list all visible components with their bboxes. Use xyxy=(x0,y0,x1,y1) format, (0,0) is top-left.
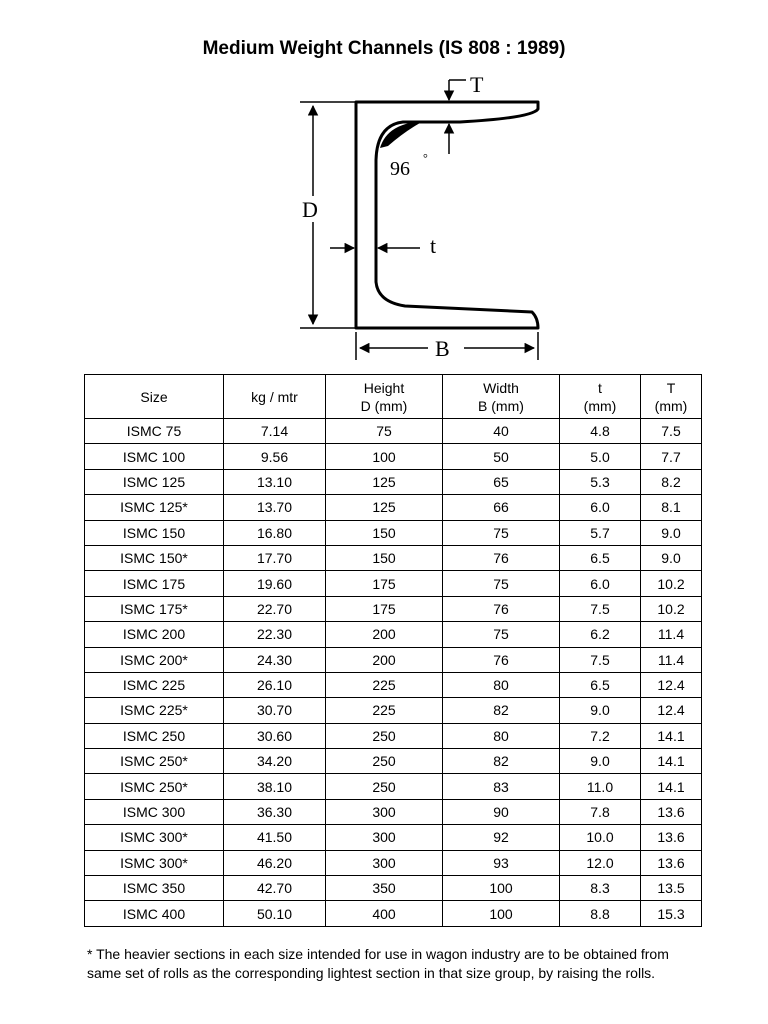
cell-flange-thickness: 12.4 xyxy=(641,672,702,697)
label-D: D xyxy=(302,197,318,222)
column-header-line2: B (mm) xyxy=(478,397,524,414)
cell-width: 75 xyxy=(443,520,560,545)
table-row xyxy=(85,876,702,901)
cell-flange-thickness: 8.2 xyxy=(641,469,702,494)
cell-web-thickness: 8.8 xyxy=(560,901,641,926)
cell-flange-thickness: 13.6 xyxy=(641,850,702,875)
cell-flange-thickness: 9.0 xyxy=(641,520,702,545)
column-header-line1: Height xyxy=(363,379,405,396)
label-t: t xyxy=(430,233,437,258)
cell-flange-thickness: 14.1 xyxy=(641,749,702,774)
cell-kg-per-mtr: 46.20 xyxy=(224,850,326,875)
cell-size: ISMC 125* xyxy=(85,495,224,520)
cell-web-thickness: 6.5 xyxy=(560,672,641,697)
channel-spec-table xyxy=(84,374,702,927)
column-header-size xyxy=(85,375,224,419)
cell-kg-per-mtr: 34.20 xyxy=(224,749,326,774)
column-header-height xyxy=(326,375,443,419)
table-row xyxy=(85,444,702,469)
cell-width: 76 xyxy=(443,545,560,570)
cell-height: 175 xyxy=(326,596,443,621)
cell-kg-per-mtr: 24.30 xyxy=(224,647,326,672)
page-title: Medium Weight Channels (IS 808 : 1989) xyxy=(202,38,566,59)
table-row xyxy=(85,419,702,444)
cell-size: ISMC 175 xyxy=(85,571,224,596)
cell-size: ISMC 300* xyxy=(85,825,224,850)
cell-size: ISMC 150 xyxy=(85,520,224,545)
cell-size: ISMC 75 xyxy=(85,419,224,444)
cell-width: 50 xyxy=(443,444,560,469)
cell-web-thickness: 10.0 xyxy=(560,825,641,850)
cell-web-thickness: 7.2 xyxy=(560,723,641,748)
cell-width: 66 xyxy=(443,495,560,520)
table-row xyxy=(85,901,702,926)
cell-flange-thickness: 13.6 xyxy=(641,825,702,850)
channel-outline xyxy=(356,102,538,328)
cell-size: ISMC 100 xyxy=(85,444,224,469)
cell-size: ISMC 300 xyxy=(85,799,224,824)
cell-kg-per-mtr: 13.70 xyxy=(224,495,326,520)
cell-size: ISMC 200* xyxy=(85,647,224,672)
cell-height: 300 xyxy=(326,850,443,875)
cell-web-thickness: 7.5 xyxy=(560,596,641,621)
cell-width: 100 xyxy=(443,876,560,901)
table-row xyxy=(85,698,702,723)
cell-height: 200 xyxy=(326,647,443,672)
cell-width: 75 xyxy=(443,571,560,596)
cell-flange-thickness: 9.0 xyxy=(641,545,702,570)
cell-height: 175 xyxy=(326,571,443,596)
table-body xyxy=(85,419,702,927)
cell-flange-thickness: 12.4 xyxy=(641,698,702,723)
column-header-line2: (mm) xyxy=(654,397,688,414)
cell-size: ISMC 400 xyxy=(85,901,224,926)
cell-flange-thickness: 13.5 xyxy=(641,876,702,901)
cell-height: 100 xyxy=(326,444,443,469)
cell-kg-per-mtr: 19.60 xyxy=(224,571,326,596)
cell-size: ISMC 150* xyxy=(85,545,224,570)
cell-size: ISMC 300* xyxy=(85,850,224,875)
cell-width: 82 xyxy=(443,749,560,774)
column-header-line1: T xyxy=(666,379,676,396)
cell-kg-per-mtr: 13.10 xyxy=(224,469,326,494)
cell-width: 93 xyxy=(443,850,560,875)
fillet-hatch xyxy=(380,123,420,148)
cell-width: 100 xyxy=(443,901,560,926)
cell-web-thickness: 5.7 xyxy=(560,520,641,545)
cell-web-thickness: 12.0 xyxy=(560,850,641,875)
cell-web-thickness: 5.0 xyxy=(560,444,641,469)
cell-web-thickness: 7.5 xyxy=(560,647,641,672)
column-header-kg-per-mtr xyxy=(224,375,326,419)
table-row xyxy=(85,647,702,672)
table-row xyxy=(85,672,702,697)
footnote: * The heavier sections in each size intended for use in wagon industry are to be obtained from same set of rolls as the corresponding lightest section in that size group, by raising the rolls. xyxy=(87,946,669,981)
cell-web-thickness: 9.0 xyxy=(560,749,641,774)
cell-web-thickness: 6.5 xyxy=(560,545,641,570)
table-row xyxy=(85,469,702,494)
cell-flange-thickness: 7.7 xyxy=(641,444,702,469)
column-header-web-thickness xyxy=(560,375,641,419)
table-row xyxy=(85,825,702,850)
table-row xyxy=(85,571,702,596)
cell-width: 92 xyxy=(443,825,560,850)
cell-flange-thickness: 14.1 xyxy=(641,723,702,748)
cell-size: ISMC 225* xyxy=(85,698,224,723)
cell-flange-thickness: 13.6 xyxy=(641,799,702,824)
table-row xyxy=(85,850,702,875)
cell-height: 150 xyxy=(326,545,443,570)
column-header-line1: kg / mtr xyxy=(251,388,298,405)
cell-size: ISMC 250* xyxy=(85,749,224,774)
cell-height: 125 xyxy=(326,495,443,520)
cell-height: 75 xyxy=(326,419,443,444)
cell-height: 300 xyxy=(326,825,443,850)
cell-height: 250 xyxy=(326,774,443,799)
cell-size: ISMC 250* xyxy=(85,774,224,799)
cell-kg-per-mtr: 16.80 xyxy=(224,520,326,545)
cell-kg-per-mtr: 36.30 xyxy=(224,799,326,824)
table-row xyxy=(85,774,702,799)
label-degree: ° xyxy=(423,151,428,165)
cell-kg-per-mtr: 42.70 xyxy=(224,876,326,901)
cell-width: 90 xyxy=(443,799,560,824)
table-row xyxy=(85,622,702,647)
cell-height: 200 xyxy=(326,622,443,647)
cell-width: 83 xyxy=(443,774,560,799)
table-header-row xyxy=(85,375,702,419)
cell-height: 250 xyxy=(326,723,443,748)
table-row xyxy=(85,799,702,824)
column-header-line2: (mm) xyxy=(583,397,617,414)
cell-width: 40 xyxy=(443,419,560,444)
label-angle: 96 xyxy=(390,158,410,180)
cell-height: 400 xyxy=(326,901,443,926)
label-B: B xyxy=(435,336,450,361)
cell-size: ISMC 200 xyxy=(85,622,224,647)
cell-flange-thickness: 15.3 xyxy=(641,901,702,926)
cell-kg-per-mtr: 7.14 xyxy=(224,419,326,444)
cell-width: 76 xyxy=(443,596,560,621)
cell-web-thickness: 5.3 xyxy=(560,469,641,494)
table-row xyxy=(85,545,702,570)
cell-flange-thickness: 11.4 xyxy=(641,622,702,647)
cell-flange-thickness: 11.4 xyxy=(641,647,702,672)
cell-size: ISMC 175* xyxy=(85,596,224,621)
cell-size: ISMC 250 xyxy=(85,723,224,748)
cell-height: 150 xyxy=(326,520,443,545)
cell-width: 76 xyxy=(443,647,560,672)
cell-width: 82 xyxy=(443,698,560,723)
column-header-line2: D (mm) xyxy=(360,397,408,414)
table-row xyxy=(85,495,702,520)
cell-web-thickness: 7.8 xyxy=(560,799,641,824)
cell-web-thickness: 8.3 xyxy=(560,876,641,901)
cell-flange-thickness: 10.2 xyxy=(641,571,702,596)
cell-kg-per-mtr: 41.50 xyxy=(224,825,326,850)
cell-flange-thickness: 10.2 xyxy=(641,596,702,621)
cell-web-thickness: 6.0 xyxy=(560,495,641,520)
cell-kg-per-mtr: 22.30 xyxy=(224,622,326,647)
cell-kg-per-mtr: 9.56 xyxy=(224,444,326,469)
cell-kg-per-mtr: 30.70 xyxy=(224,698,326,723)
cell-kg-per-mtr: 17.70 xyxy=(224,545,326,570)
cell-height: 350 xyxy=(326,876,443,901)
cell-height: 225 xyxy=(326,672,443,697)
cell-kg-per-mtr: 26.10 xyxy=(224,672,326,697)
table-row xyxy=(85,749,702,774)
column-header-flange-thickness xyxy=(641,375,702,419)
table-row xyxy=(85,520,702,545)
cell-flange-thickness: 14.1 xyxy=(641,774,702,799)
table-row xyxy=(85,596,702,621)
cell-kg-per-mtr: 38.10 xyxy=(224,774,326,799)
cell-height: 125 xyxy=(326,469,443,494)
table-row xyxy=(85,723,702,748)
column-header-line1: Width xyxy=(483,379,519,396)
cell-size: ISMC 125 xyxy=(85,469,224,494)
cell-flange-thickness: 7.5 xyxy=(641,419,702,444)
cell-height: 300 xyxy=(326,799,443,824)
cell-size: ISMC 350 xyxy=(85,876,224,901)
cell-width: 65 xyxy=(443,469,560,494)
cell-kg-per-mtr: 22.70 xyxy=(224,596,326,621)
channel-section-diagram xyxy=(290,68,550,368)
cell-flange-thickness: 8.1 xyxy=(641,495,702,520)
cell-web-thickness: 9.0 xyxy=(560,698,641,723)
column-header-line1: t xyxy=(598,379,602,396)
cell-kg-per-mtr: 30.60 xyxy=(224,723,326,748)
cell-height: 225 xyxy=(326,698,443,723)
column-header-line1: Size xyxy=(140,388,168,405)
cell-web-thickness: 11.0 xyxy=(560,774,641,799)
cell-web-thickness: 6.2 xyxy=(560,622,641,647)
cell-kg-per-mtr: 50.10 xyxy=(224,901,326,926)
cell-width: 75 xyxy=(443,622,560,647)
cell-size: ISMC 225 xyxy=(85,672,224,697)
cell-height: 250 xyxy=(326,749,443,774)
label-T: T xyxy=(470,72,484,97)
column-header-width xyxy=(443,375,560,419)
cell-width: 80 xyxy=(443,672,560,697)
cell-width: 80 xyxy=(443,723,560,748)
cell-web-thickness: 4.8 xyxy=(560,419,641,444)
cell-web-thickness: 6.0 xyxy=(560,571,641,596)
